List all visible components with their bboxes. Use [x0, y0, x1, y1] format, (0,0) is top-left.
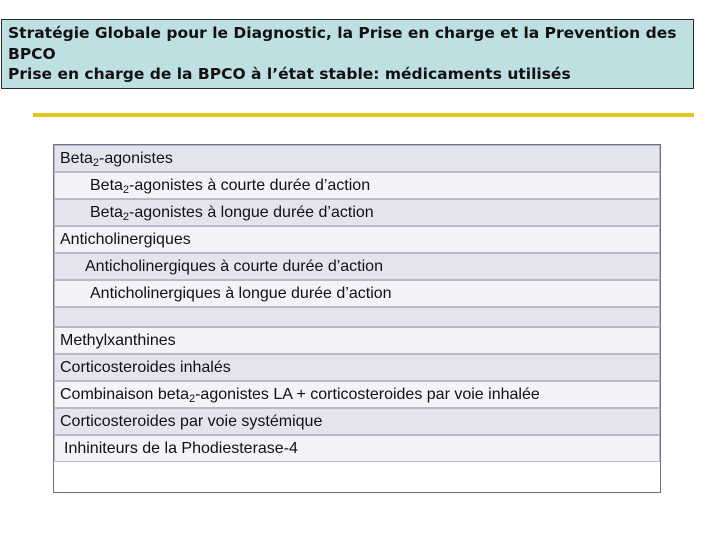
medication-text: Beta — [60, 149, 93, 167]
table-row — [54, 327, 660, 354]
medication-text: Corticosteroides par voie systémique — [60, 412, 323, 430]
subscript: 2 — [122, 210, 130, 223]
table-row — [54, 435, 660, 462]
medication-cell — [54, 253, 660, 280]
table-row — [54, 307, 660, 327]
subscript: 2 — [92, 156, 100, 169]
medication-text: Inhiniteurs de la Phodiesterase-4 — [64, 439, 298, 457]
medication-cell — [54, 408, 660, 435]
title-line-3: Prise en charge de la BPCO à l’état stable: médicaments utilisés — [8, 65, 571, 83]
table-row — [54, 408, 660, 435]
medication-cell — [54, 381, 660, 408]
medication-cell — [54, 327, 660, 354]
medication-text: Combinaison beta — [60, 385, 189, 403]
table-row — [54, 145, 660, 172]
title-line-1: Stratégie Globale pour le Diagnostic, la Prise en charge et la Prevention des — [8, 24, 677, 42]
medication-cell — [54, 307, 660, 327]
medication-text: Beta — [90, 176, 123, 194]
medication-text: Anticholinergiques — [60, 230, 191, 248]
medication-text-suffix: -agonistes à courte durée d’action — [129, 176, 371, 194]
medication-cell — [54, 199, 660, 226]
slide-title-box — [1, 19, 694, 89]
title-line-2: BPCO — [8, 44, 56, 63]
table-row — [54, 199, 660, 226]
medication-text-suffix: -agonistes — [99, 149, 173, 167]
table-row — [54, 172, 660, 199]
table-row — [54, 226, 660, 253]
medication-text-suffix: -agonistes à longue durée d’action — [129, 203, 374, 221]
medication-cell — [54, 354, 660, 381]
medication-cell — [54, 435, 660, 462]
medication-text-suffix: -agonistes LA + corticosteroides par voie inhalée — [195, 385, 540, 403]
table-row — [54, 381, 660, 408]
medication-text: Corticosteroides inhalés — [60, 358, 231, 376]
table-row — [54, 354, 660, 381]
medication-cell — [54, 280, 660, 307]
medication-text: Anticholinergiques à courte durée d’action — [85, 257, 383, 275]
medication-text: Beta — [90, 203, 123, 221]
table-row — [54, 280, 660, 307]
medication-cell — [54, 226, 660, 253]
medication-cell — [54, 145, 660, 172]
medication-text: Anticholinergiques à longue durée d’action — [90, 284, 392, 302]
medication-text: Methylxanthines — [60, 331, 176, 349]
subscript: 2 — [122, 183, 130, 196]
table-row — [54, 253, 660, 280]
accent-divider — [33, 113, 694, 117]
medication-table — [53, 144, 661, 463]
medication-cell — [54, 172, 660, 199]
subscript: 2 — [188, 392, 196, 405]
